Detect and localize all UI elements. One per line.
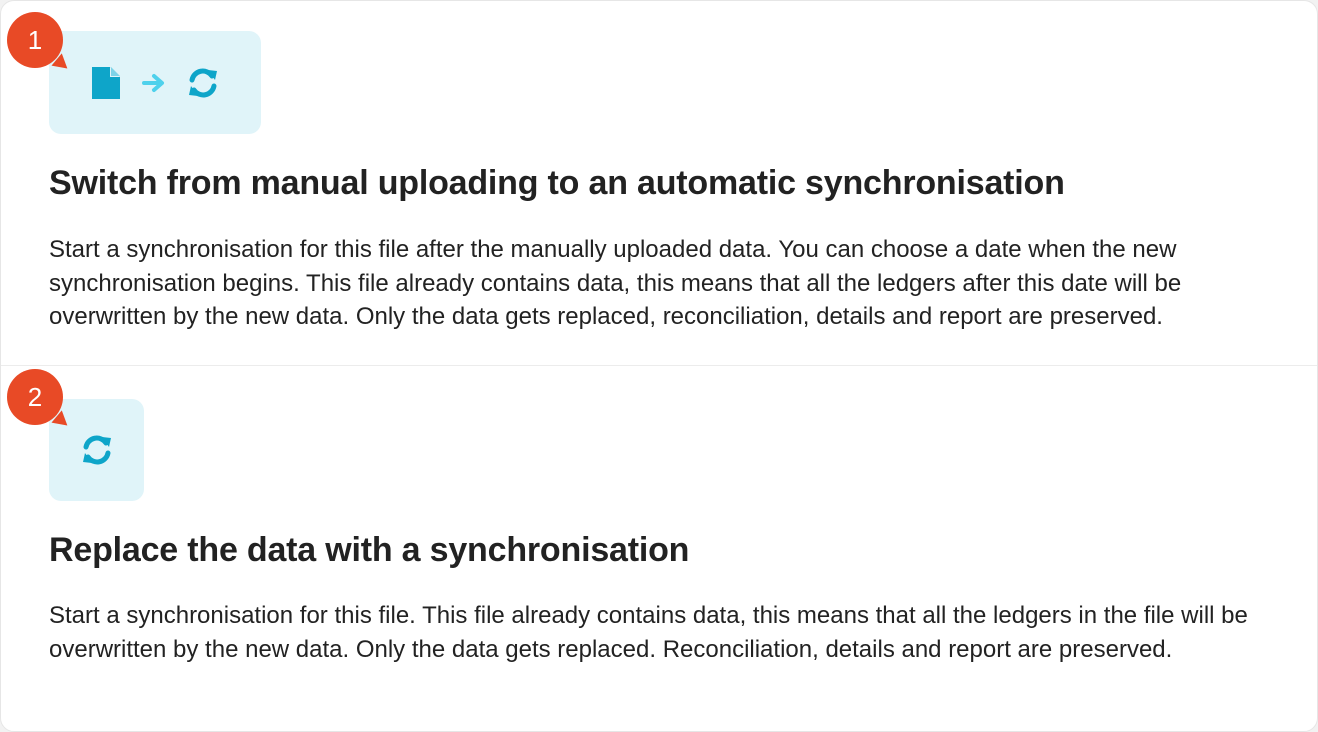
option-title: Switch from manual uploading to an automatic synchronisation: [49, 164, 1065, 202]
option-title: Replace the data with a synchronisation: [49, 531, 690, 569]
file-icon: [90, 65, 122, 101]
sync-icon: [80, 434, 114, 466]
arrow-right-icon: [142, 73, 166, 93]
option-icon-tile: [49, 31, 261, 134]
option-switch-to-sync[interactable]: [1, 1, 1317, 366]
step-badge: 2: [7, 369, 63, 425]
option-description: Start a synchronisation for this file after the manually uploaded data. You can choose a date when the new synchronisation begins. This file already contains data, this means that all the ledgers after this date will be overwritten by the new data. Only the data gets replaced, reconciliation, details and report are preserved.: [49, 236, 1182, 330]
sync-icon: [186, 67, 220, 99]
option-description: Start a synchronisation for this file. This file already contains data, this means that all the ledgers in the file will be overwritten by the new data. Only the data gets replaced. Reconciliation, details and report are preserved.: [49, 602, 1248, 663]
option-replace-with-sync[interactable]: [1, 367, 1317, 732]
step-badge: 1: [7, 12, 63, 68]
